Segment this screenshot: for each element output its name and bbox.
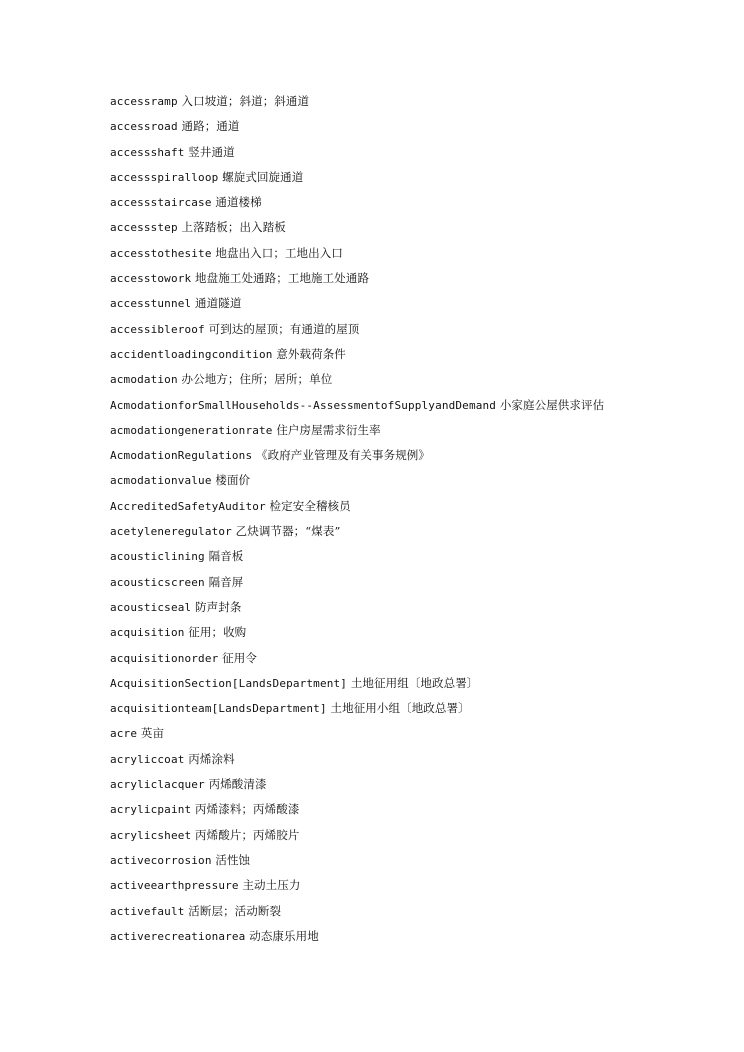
- glossary-entry: [110, 496, 730, 521]
- glossary-entry: [110, 369, 730, 394]
- glossary-entry: [110, 420, 730, 445]
- entry-definition: 丙烯涂料: [188, 751, 235, 766]
- glossary-entry: [110, 142, 730, 167]
- entry-term: activeearthpressure: [110, 879, 239, 893]
- entry-term: accesstothesite: [110, 246, 212, 260]
- entry-term: accessibleroof: [110, 322, 205, 336]
- glossary-entry: [110, 293, 730, 318]
- entry-term: accessshaft: [110, 145, 185, 159]
- entry-term: acryliccoat: [110, 752, 185, 766]
- entry-definition: 隔音板: [208, 549, 244, 564]
- glossary-entry: [110, 673, 730, 698]
- glossary-entry: [110, 648, 730, 673]
- entry-term: activefault: [110, 904, 185, 918]
- entry-definition: 主动土压力: [242, 878, 301, 893]
- entry-definition: 丙烯酸清漆: [208, 777, 267, 792]
- glossary-entry: [110, 116, 730, 141]
- entry-definition: 通道隧道: [195, 296, 242, 311]
- entry-definition: 可到达的屋顶；有通道的屋顶: [208, 321, 360, 336]
- entry-definition: 隔音屏: [208, 574, 244, 589]
- glossary-entry: [110, 723, 730, 748]
- entry-term: acquisitionteam[LandsDepartment]: [110, 702, 327, 716]
- entry-term: acetyleneregulator: [110, 525, 232, 539]
- entry-term: acrylicsheet: [110, 828, 192, 842]
- entry-term: acmodationvalue: [110, 474, 212, 488]
- entry-term: acmodationgenerationrate: [110, 423, 273, 437]
- glossary-entry: [110, 622, 730, 647]
- entry-term: AcquisitionSection[LandsDepartment]: [110, 676, 348, 690]
- entry-definition: 通道楼梯: [215, 195, 262, 210]
- entry-definition: 住户房屋需求衍生率: [276, 422, 381, 437]
- glossary-entry: [110, 192, 730, 217]
- entry-definition: 防声封条: [195, 599, 242, 614]
- entry-definition: 入口坡道；斜道；斜通道: [181, 94, 310, 108]
- entry-term: accessspiralloop: [110, 170, 219, 184]
- entry-term: acousticseal: [110, 600, 192, 614]
- entry-term: activerecreationarea: [110, 929, 246, 943]
- entry-definition: 丙烯酸片；丙烯胶片: [195, 827, 300, 842]
- entry-term: activecorrosion: [110, 853, 212, 867]
- entry-definition: 土地征用组〔地政总署〕: [350, 675, 479, 690]
- entry-definition: 地盘施工处通路；工地施工处通路: [195, 271, 370, 286]
- entry-definition: 意外载荷条件: [276, 346, 346, 361]
- entry-term: acre: [110, 727, 138, 741]
- glossary-entry: [110, 926, 730, 951]
- entry-term: accessramp: [110, 95, 178, 108]
- entry-term: AcmodationRegulations: [110, 449, 253, 463]
- entry-definition: 征用；收购: [188, 625, 247, 640]
- glossary-entry: [110, 875, 730, 900]
- glossary-entry: [110, 572, 730, 597]
- glossary-entry: [110, 774, 730, 799]
- entry-term: accessroad: [110, 120, 178, 134]
- entry-definition: 螺旋式回旋通道: [222, 169, 304, 184]
- entry-definition: 竖井通道: [188, 144, 235, 159]
- glossary-entry: [110, 445, 730, 470]
- glossary-entry: [110, 344, 730, 369]
- entry-definition: 活性蚀: [215, 852, 251, 867]
- entry-definition: 动态康乐用地: [249, 928, 319, 943]
- entry-definition: 通路；通道: [181, 119, 240, 134]
- glossary-entry: [110, 698, 730, 723]
- glossary-entry: [110, 319, 730, 344]
- glossary-entry: [110, 395, 730, 420]
- entry-term: accessstaircase: [110, 196, 212, 210]
- entry-definition: 检定安全稽核员: [269, 498, 351, 513]
- glossary-entry: [110, 217, 730, 242]
- entry-term: AcmodationforSmallHouseholds--AssessmentofSupplyandDemand: [110, 398, 497, 412]
- glossary-entry: [110, 243, 730, 268]
- entry-term: acrylicpaint: [110, 803, 192, 817]
- entry-definition: 丙烯漆料；丙烯酸漆: [195, 802, 300, 817]
- entry-definition: 上落踏板；出入踏板: [181, 220, 286, 235]
- glossary-entry: [110, 825, 730, 850]
- glossary-entry: [110, 597, 730, 622]
- entry-term: acquisitionorder: [110, 651, 219, 665]
- glossary-entry: [110, 546, 730, 571]
- entry-term: acousticscreen: [110, 575, 205, 589]
- entry-term: accessstep: [110, 221, 178, 235]
- entry-definition: 英亩: [140, 726, 165, 741]
- entry-definition: 土地征用小组〔地政总署〕: [330, 701, 470, 716]
- glossary-entry: [110, 167, 730, 192]
- entry-term: accesstowork: [110, 272, 192, 286]
- entry-term: acmodation: [110, 373, 178, 387]
- entry-term: accesstunnel: [110, 297, 192, 311]
- glossary-entry: [110, 901, 730, 926]
- glossary-entry: [110, 521, 730, 546]
- glossary-list: [110, 91, 730, 951]
- glossary-entry: [110, 268, 730, 293]
- entry-definition: 楼面价: [215, 473, 251, 488]
- glossary-entry: [110, 91, 730, 116]
- glossary-entry: [110, 850, 730, 875]
- entry-definition: 乙炔调节器；“煤表”: [235, 524, 341, 539]
- entry-definition: 办公地方；住所；居所；单位: [181, 372, 333, 387]
- entry-term: acousticlining: [110, 550, 205, 564]
- entry-definition: 征用令: [222, 650, 257, 665]
- entry-definition: 小家庭公屋供求评估: [499, 397, 605, 412]
- entry-term: AccreditedSafetyAuditor: [110, 499, 266, 513]
- entry-term: accidentloadingcondition: [110, 347, 273, 361]
- glossary-entry: [110, 470, 730, 495]
- entry-definition: 《政府产业管理及有关事务规例》: [256, 448, 430, 463]
- entry-term: acquisition: [110, 626, 185, 640]
- entry-definition: 地盘出入口；工地出入口: [215, 245, 343, 260]
- glossary-entry: [110, 799, 730, 824]
- entry-term: acryliclacquer: [110, 778, 205, 792]
- glossary-entry: [110, 749, 730, 774]
- entry-definition: 活断层；活动断裂: [188, 903, 282, 918]
